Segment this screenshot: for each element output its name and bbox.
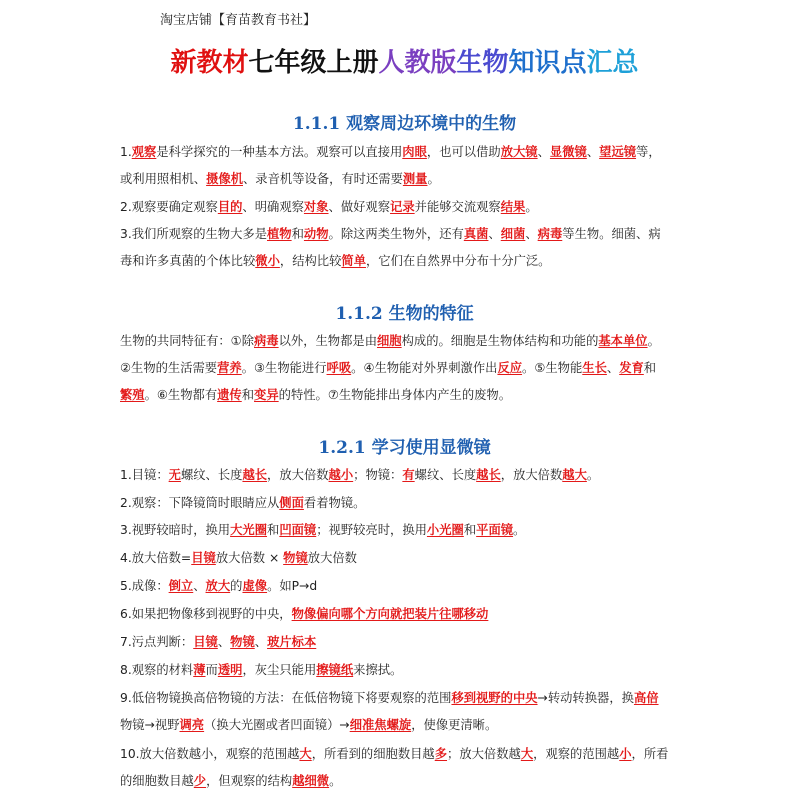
keyword-highlight: 移到视野的中央: [451, 691, 538, 705]
text-segment: 1.: [120, 145, 132, 159]
text-segment: ，放大倍数: [500, 468, 563, 482]
text-segment: ；放大倍数越: [447, 747, 521, 761]
text-segment: 。如P→d: [267, 579, 318, 593]
keyword-highlight: 越细微: [292, 774, 330, 788]
paragraph: [120, 573, 690, 600]
text-line: [120, 629, 690, 656]
text-segment: 并能够交流观察: [414, 200, 501, 214]
text-line: [120, 685, 690, 712]
text-line: [120, 194, 690, 221]
text-segment: 等，: [636, 145, 661, 159]
text-segment: 和: [291, 227, 304, 241]
text-segment: 的: [230, 579, 243, 593]
text-segment: 和: [267, 523, 280, 537]
keyword-highlight: 侧面: [279, 496, 304, 510]
text-segment: ，结构比较: [279, 254, 342, 268]
keyword-highlight: 病毒: [254, 334, 279, 348]
text-segment: ，放大倍数: [267, 468, 329, 482]
keyword-highlight: 简单: [341, 254, 366, 268]
keyword-highlight: 越长: [476, 468, 501, 482]
text-segment: ，所看到的细胞数目越: [311, 747, 435, 761]
keyword-highlight: 虚像: [242, 579, 268, 593]
keyword-highlight: 摄像机: [206, 172, 243, 186]
keyword-highlight: 越大: [562, 468, 587, 482]
text-segment: 和: [643, 361, 657, 375]
text-segment: 4.放大倍数=: [120, 551, 192, 565]
text-segment: ，观察的范围越: [533, 747, 620, 761]
text-line: [120, 657, 690, 684]
section-title: 1.1.1 观察周边环境中的生物: [292, 114, 517, 134]
paragraph: [120, 629, 690, 656]
text-segment: 、做好观察: [328, 200, 391, 214]
keyword-highlight: 物镜: [283, 551, 308, 565]
text-segment: 。: [586, 468, 600, 482]
keyword-highlight: 观察: [131, 145, 157, 159]
paragraph: [120, 328, 690, 409]
keyword-highlight: 多: [434, 747, 448, 761]
keyword-highlight: 反应: [497, 361, 523, 375]
keyword-highlight: 肉眼: [402, 145, 427, 159]
text-segment: 3.视野较暗时，换用: [120, 523, 231, 537]
keyword-highlight: 动物: [303, 227, 329, 241]
keyword-highlight: 越小: [328, 468, 354, 482]
keyword-highlight: 倒立: [168, 579, 194, 593]
keyword-highlight: 平面镜: [476, 523, 514, 537]
paragraph: [120, 490, 690, 517]
text-segment: 。: [513, 523, 526, 537]
keyword-highlight: 物像偏向哪个方向就把装片往哪移动: [291, 607, 489, 621]
keyword-highlight: 目镜: [191, 551, 216, 565]
text-segment: ，但观察的结构: [206, 774, 293, 788]
text-segment: 和: [241, 388, 255, 402]
keyword-highlight: 微小: [255, 254, 280, 268]
text-segment: ，使像更清晰。: [411, 718, 498, 732]
paragraph: [120, 657, 690, 684]
text-segment: 或利用照相机、: [120, 172, 207, 186]
text-segment: 、: [586, 145, 600, 159]
text-line: [120, 573, 690, 600]
text-line: [120, 221, 690, 248]
text-line: [120, 328, 690, 355]
text-segment: 是科学探究的一种基本方法。观察可以直接用: [156, 145, 403, 159]
text-segment: 。: [329, 774, 342, 788]
text-line: [120, 166, 690, 193]
text-line: [120, 768, 690, 795]
section-title: 1.2.1 学习使用显微镜: [318, 438, 491, 458]
keyword-highlight: 细准焦螺旋: [349, 718, 412, 732]
text-segment: 、: [606, 361, 620, 375]
text-line: [120, 712, 690, 739]
text-segment: ；物镜：: [353, 468, 403, 482]
text-segment: 1.目镜：: [120, 468, 169, 482]
text-segment: ；视野较亮时，换用: [316, 523, 427, 537]
text-segment: 8.观察的材料: [120, 663, 194, 677]
keyword-highlight: 显微镜: [549, 145, 587, 159]
keyword-highlight: 小光圈: [426, 523, 464, 537]
text-line: [120, 490, 690, 517]
text-line: [120, 517, 690, 544]
text-segment: ，灰尘只能用: [242, 663, 317, 677]
keyword-highlight: 病毒: [537, 227, 563, 241]
title-segment: 知识点: [508, 48, 587, 78]
paragraph: [120, 139, 690, 193]
keyword-highlight: 繁殖: [120, 388, 145, 402]
text-segment: 生物的共同特征有：①除: [120, 334, 254, 348]
text-segment: ②生物的生活需要: [120, 361, 218, 375]
keyword-highlight: 放大镜: [500, 145, 538, 159]
text-segment: 的细胞数目越: [120, 774, 194, 788]
keyword-highlight: 无: [168, 468, 181, 482]
keyword-highlight: 营养: [217, 361, 242, 375]
text-line: [120, 462, 690, 489]
keyword-highlight: 大: [520, 747, 534, 761]
text-line: [120, 139, 690, 166]
keyword-highlight: 发育: [619, 361, 644, 375]
text-segment: 构成的。细胞是生物体结构和功能的: [401, 334, 599, 348]
keyword-highlight: 呼吸: [326, 361, 352, 375]
paragraph: [120, 462, 690, 489]
text-segment: 和: [463, 523, 477, 537]
keyword-highlight: 放大: [205, 579, 231, 593]
text-segment: 9.低倍物镜换高倍物镜的方法：在低倍物镜下将要观察的范围: [120, 691, 452, 705]
text-segment: 而: [205, 663, 218, 677]
keyword-highlight: 小: [619, 747, 632, 761]
text-segment: 、录音机等设备，有时还需要: [243, 172, 403, 186]
text-segment: 3.我们所观察的生物大多是: [120, 227, 267, 241]
text-line: [120, 601, 690, 628]
text-segment: 的特性。⑦生物能排出身体内产生的废物。: [278, 388, 512, 402]
keyword-highlight: 记录: [390, 200, 415, 214]
title-segment: 七年级上册: [248, 48, 379, 78]
text-segment: 、: [525, 227, 538, 241]
text-segment: 。: [647, 334, 660, 348]
keyword-highlight: 透明: [217, 663, 243, 677]
keyword-highlight: 真菌: [463, 227, 489, 241]
paragraph: [120, 517, 690, 544]
text-segment: ，也可以借助: [426, 145, 501, 159]
title-segment: 生物: [456, 48, 509, 78]
keyword-highlight: 调亮: [179, 718, 205, 732]
text-segment: 放大倍数 ×: [215, 551, 284, 565]
keyword-highlight: 变异: [254, 388, 279, 402]
keyword-highlight: 对象: [303, 200, 329, 214]
keyword-highlight: 少: [193, 774, 207, 788]
title-segment: 新教材: [170, 48, 249, 78]
text-segment: 、: [254, 635, 268, 649]
keyword-highlight: 细菌: [500, 227, 526, 241]
text-line: [120, 545, 690, 572]
text-segment: 2.观察：下降镜筒时眼睛应从: [120, 496, 280, 510]
text-segment: 螺纹、长度: [414, 468, 477, 482]
title-segment: 人教版: [378, 48, 457, 78]
page-title: [0, 42, 809, 79]
text-segment: 。除这两类生物外，还有: [328, 227, 464, 241]
keyword-highlight: 细胞: [377, 334, 402, 348]
text-segment: 。⑤生物能: [522, 361, 583, 375]
text-segment: 毒和许多真菌的个体比较: [120, 254, 256, 268]
shop-label: 淘宝店铺【育苗教育书社】: [160, 13, 317, 28]
text-line: [120, 382, 690, 409]
paragraph: [120, 194, 690, 221]
text-segment: 、: [217, 635, 231, 649]
text-segment: 、: [193, 579, 206, 593]
text-segment: ，所看: [631, 747, 669, 761]
section-title: 1.1.2 生物的特征: [335, 304, 474, 324]
keyword-highlight: 大: [299, 747, 312, 761]
text-segment: 以外，生物都是由: [278, 334, 377, 348]
text-segment: 。⑥生物都有: [144, 388, 218, 402]
text-segment: 5.成像：: [120, 579, 169, 593]
keyword-highlight: 测量: [402, 172, 428, 186]
text-segment: 等生物。细菌、病: [562, 227, 661, 241]
keyword-highlight: 结果: [500, 200, 526, 214]
text-segment: 、明确观察: [242, 200, 304, 214]
paragraph: [120, 741, 690, 795]
text-line: [120, 355, 690, 382]
keyword-highlight: 高倍: [633, 691, 659, 705]
text-segment: 螺纹、长度: [180, 468, 243, 482]
text-segment: 。: [427, 172, 440, 186]
title-segment: 汇总: [586, 48, 639, 78]
keyword-highlight: 基本单位: [598, 334, 648, 348]
keyword-highlight: 擦镜纸: [316, 663, 354, 677]
text-segment: （换大光圈或者凹面镜）→: [204, 718, 350, 732]
text-segment: 。③生物能进行: [241, 361, 327, 375]
text-segment: 、: [537, 145, 550, 159]
paragraph: [120, 221, 690, 275]
keyword-highlight: 生长: [582, 361, 607, 375]
keyword-highlight: 遗传: [217, 388, 242, 402]
keyword-highlight: 目的: [217, 200, 243, 214]
text-segment: 放大倍数: [307, 551, 357, 565]
text-segment: 2.观察要确定观察: [120, 200, 218, 214]
keyword-highlight: 有: [402, 468, 415, 482]
paragraph: [120, 601, 690, 628]
text-segment: 看着物镜。: [303, 496, 366, 510]
keyword-highlight: 望远镜: [599, 145, 637, 159]
paragraph: [120, 545, 690, 572]
keyword-highlight: 目镜: [193, 635, 218, 649]
keyword-highlight: 物镜: [230, 635, 255, 649]
text-segment: 。: [525, 200, 538, 214]
keyword-highlight: 薄: [193, 663, 206, 677]
text-segment: 来擦拭。: [353, 663, 403, 677]
text-segment: →转动转换器，换: [537, 691, 634, 705]
text-segment: 10.放大倍数越小，观察的范围越: [120, 747, 300, 761]
text-line: [120, 741, 690, 768]
text-segment: 。④生物能对外界刺激作出: [351, 361, 498, 375]
text-segment: 物镜→视野: [120, 718, 180, 732]
keyword-highlight: 大光圈: [230, 523, 268, 537]
keyword-highlight: 玻片标本: [267, 635, 317, 649]
text-line: [120, 248, 690, 275]
text-segment: 7.污点判断：: [120, 635, 194, 649]
keyword-highlight: 植物: [267, 227, 292, 241]
text-segment: 6.如果把物像移到视野的中央，: [120, 607, 292, 621]
keyword-highlight: 凹面镜: [279, 523, 317, 537]
keyword-highlight: 越长: [242, 468, 268, 482]
text-segment: ，它们在自然界中分布十分广泛。: [366, 254, 551, 268]
text-segment: 、: [488, 227, 501, 241]
paragraph: [120, 685, 690, 739]
